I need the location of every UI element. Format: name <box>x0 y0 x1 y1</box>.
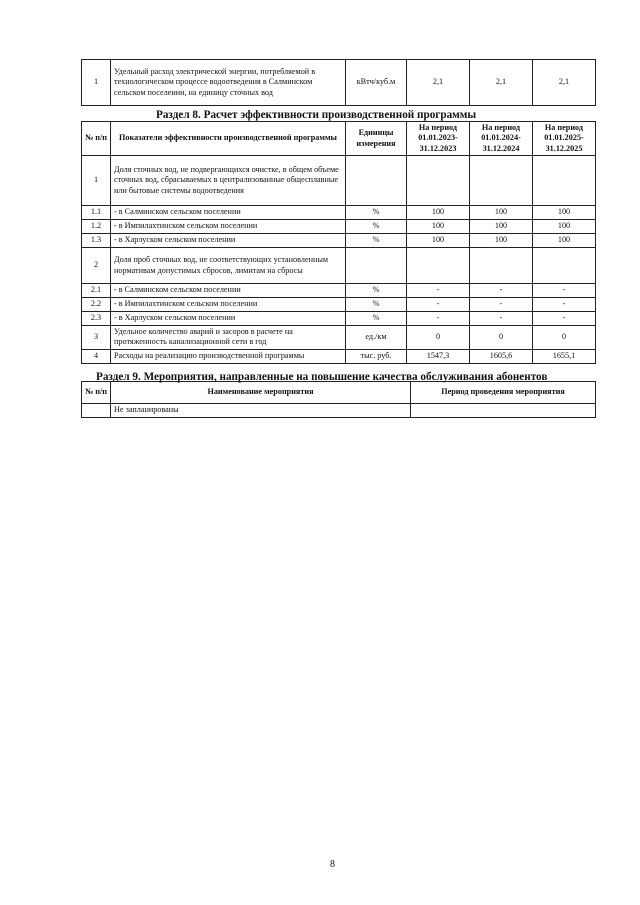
value-2024: - <box>470 298 533 312</box>
indicator-cell: Доля сточных вод, не подвергающихся очистке, в общем объеме сточных вод, сбрасываемых в централизованные общесплавные или бытовые системы водоотведения <box>111 156 346 206</box>
unit-cell: % <box>346 206 407 220</box>
row-number: 4 <box>82 349 111 363</box>
value-2025: 2,1 <box>533 60 596 106</box>
value-2025: 100 <box>533 234 596 248</box>
value-2023: 0 <box>407 326 470 350</box>
measures-table <box>81 381 596 418</box>
measure-period-cell <box>411 404 596 418</box>
value-2023: 100 <box>407 206 470 220</box>
row-number: 2 <box>82 248 111 284</box>
table-row <box>82 220 596 234</box>
header-period-2025: На период 01.01.2025-31.12.2025 <box>533 122 596 156</box>
value-2023: - <box>407 298 470 312</box>
unit-cell <box>346 156 407 206</box>
table-row <box>82 284 596 298</box>
value-2023: - <box>407 312 470 326</box>
value-2025: - <box>533 312 596 326</box>
value-2024: 100 <box>470 234 533 248</box>
row-number: 1.2 <box>82 220 111 234</box>
value-2025: 0 <box>533 326 596 350</box>
indicator-cell: - в Харлуском сельском поселении <box>111 234 346 248</box>
unit-cell <box>346 248 407 284</box>
efficiency-table <box>81 121 596 364</box>
header-period-2024: На период 01.01.2024-31.12.2024 <box>470 122 533 156</box>
value-2024: - <box>470 284 533 298</box>
section-9-title: Раздел 9. Мероприятия, направленные на повышение качества обслуживания абонентов <box>96 371 548 383</box>
unit-cell: тыс. руб. <box>346 349 407 363</box>
row-number: 1.3 <box>82 234 111 248</box>
header-period-2023: На период 01.01.2023-31.12.2023 <box>407 122 470 156</box>
indicator-cell: Удельный расход электрической энергии, потребляемой в технологическом процессе водоотведения в Салминском сельском поселении, на единицу сточных вод <box>111 60 346 106</box>
value-2023: - <box>407 284 470 298</box>
value-2024 <box>470 156 533 206</box>
value-2023 <box>407 248 470 284</box>
unit-cell: % <box>346 312 407 326</box>
top-table <box>81 59 596 106</box>
row-number: 1 <box>82 156 111 206</box>
value-2024: 100 <box>470 220 533 234</box>
page-number: 8 <box>330 859 335 870</box>
value-2025: 100 <box>533 220 596 234</box>
table-row <box>82 248 596 284</box>
indicator-cell: Доля проб сточных вод, не соответствующих установленным нормативам допустимых сбросов, лимитам на сбросы <box>111 248 346 284</box>
measure-name-cell: Не запланированы <box>111 404 411 418</box>
unit-cell: кВтч/куб.м <box>346 60 407 106</box>
indicator-cell: - в Импилахтинском сельском поселении <box>111 220 346 234</box>
row-number: 1 <box>82 60 111 106</box>
header-number: № п/п <box>82 382 111 404</box>
table-row <box>82 404 596 418</box>
header-row <box>82 122 596 156</box>
table-row <box>82 298 596 312</box>
header-unit: Единицы измерения <box>346 122 407 156</box>
table-row <box>82 234 596 248</box>
table-row <box>82 206 596 220</box>
value-2025: - <box>533 298 596 312</box>
table-row <box>82 349 596 363</box>
row-number: 3 <box>82 326 111 350</box>
efficiency-table-body <box>82 156 596 364</box>
indicator-cell: Расходы на реализацию производственной программы <box>111 349 346 363</box>
value-2023: 1547,3 <box>407 349 470 363</box>
unit-cell: ед./км <box>346 326 407 350</box>
value-2025: 1655,1 <box>533 349 596 363</box>
row-number: 1.1 <box>82 206 111 220</box>
unit-cell: % <box>346 298 407 312</box>
row-number <box>82 404 111 418</box>
value-2023: 100 <box>407 234 470 248</box>
unit-cell: % <box>346 220 407 234</box>
indicator-cell: - в Салминском сельском поселении <box>111 284 346 298</box>
header-measure-name: Наименование мероприятия <box>111 382 411 404</box>
header-indicator: Показатели эффективности производственной программы <box>111 122 346 156</box>
row-number: 2.2 <box>82 298 111 312</box>
row-number: 2.3 <box>82 312 111 326</box>
value-2024: 100 <box>470 206 533 220</box>
value-2023: 100 <box>407 220 470 234</box>
value-2024: - <box>470 312 533 326</box>
value-2023 <box>407 156 470 206</box>
unit-cell: % <box>346 284 407 298</box>
header-measure-period: Период проведения мероприятия <box>411 382 596 404</box>
value-2025: 100 <box>533 206 596 220</box>
table-row <box>82 156 596 206</box>
indicator-cell: - в Харлуском сельском поселении <box>111 312 346 326</box>
table-row <box>82 312 596 326</box>
row-number: 2.1 <box>82 284 111 298</box>
header-number: № п/п <box>82 122 111 156</box>
unit-cell: % <box>346 234 407 248</box>
indicator-cell: Удельное количество аварий и засоров в расчете на протяженность канализационной сети в год <box>111 326 346 350</box>
value-2024: 0 <box>470 326 533 350</box>
value-2025: - <box>533 284 596 298</box>
table-row <box>82 60 596 106</box>
indicator-cell: - в Салминском сельском поселении <box>111 206 346 220</box>
value-2023: 2,1 <box>407 60 470 106</box>
section-8-title: Раздел 8. Расчет эффективности производственной программы <box>156 109 477 121</box>
indicator-cell: - в Импилахтинском сельском поселении <box>111 298 346 312</box>
value-2024 <box>470 248 533 284</box>
table-row <box>82 326 596 350</box>
value-2024: 2,1 <box>470 60 533 106</box>
header-row <box>82 382 596 404</box>
value-2025 <box>533 248 596 284</box>
measures-table-body <box>82 404 596 418</box>
value-2025 <box>533 156 596 206</box>
value-2024: 1605,6 <box>470 349 533 363</box>
